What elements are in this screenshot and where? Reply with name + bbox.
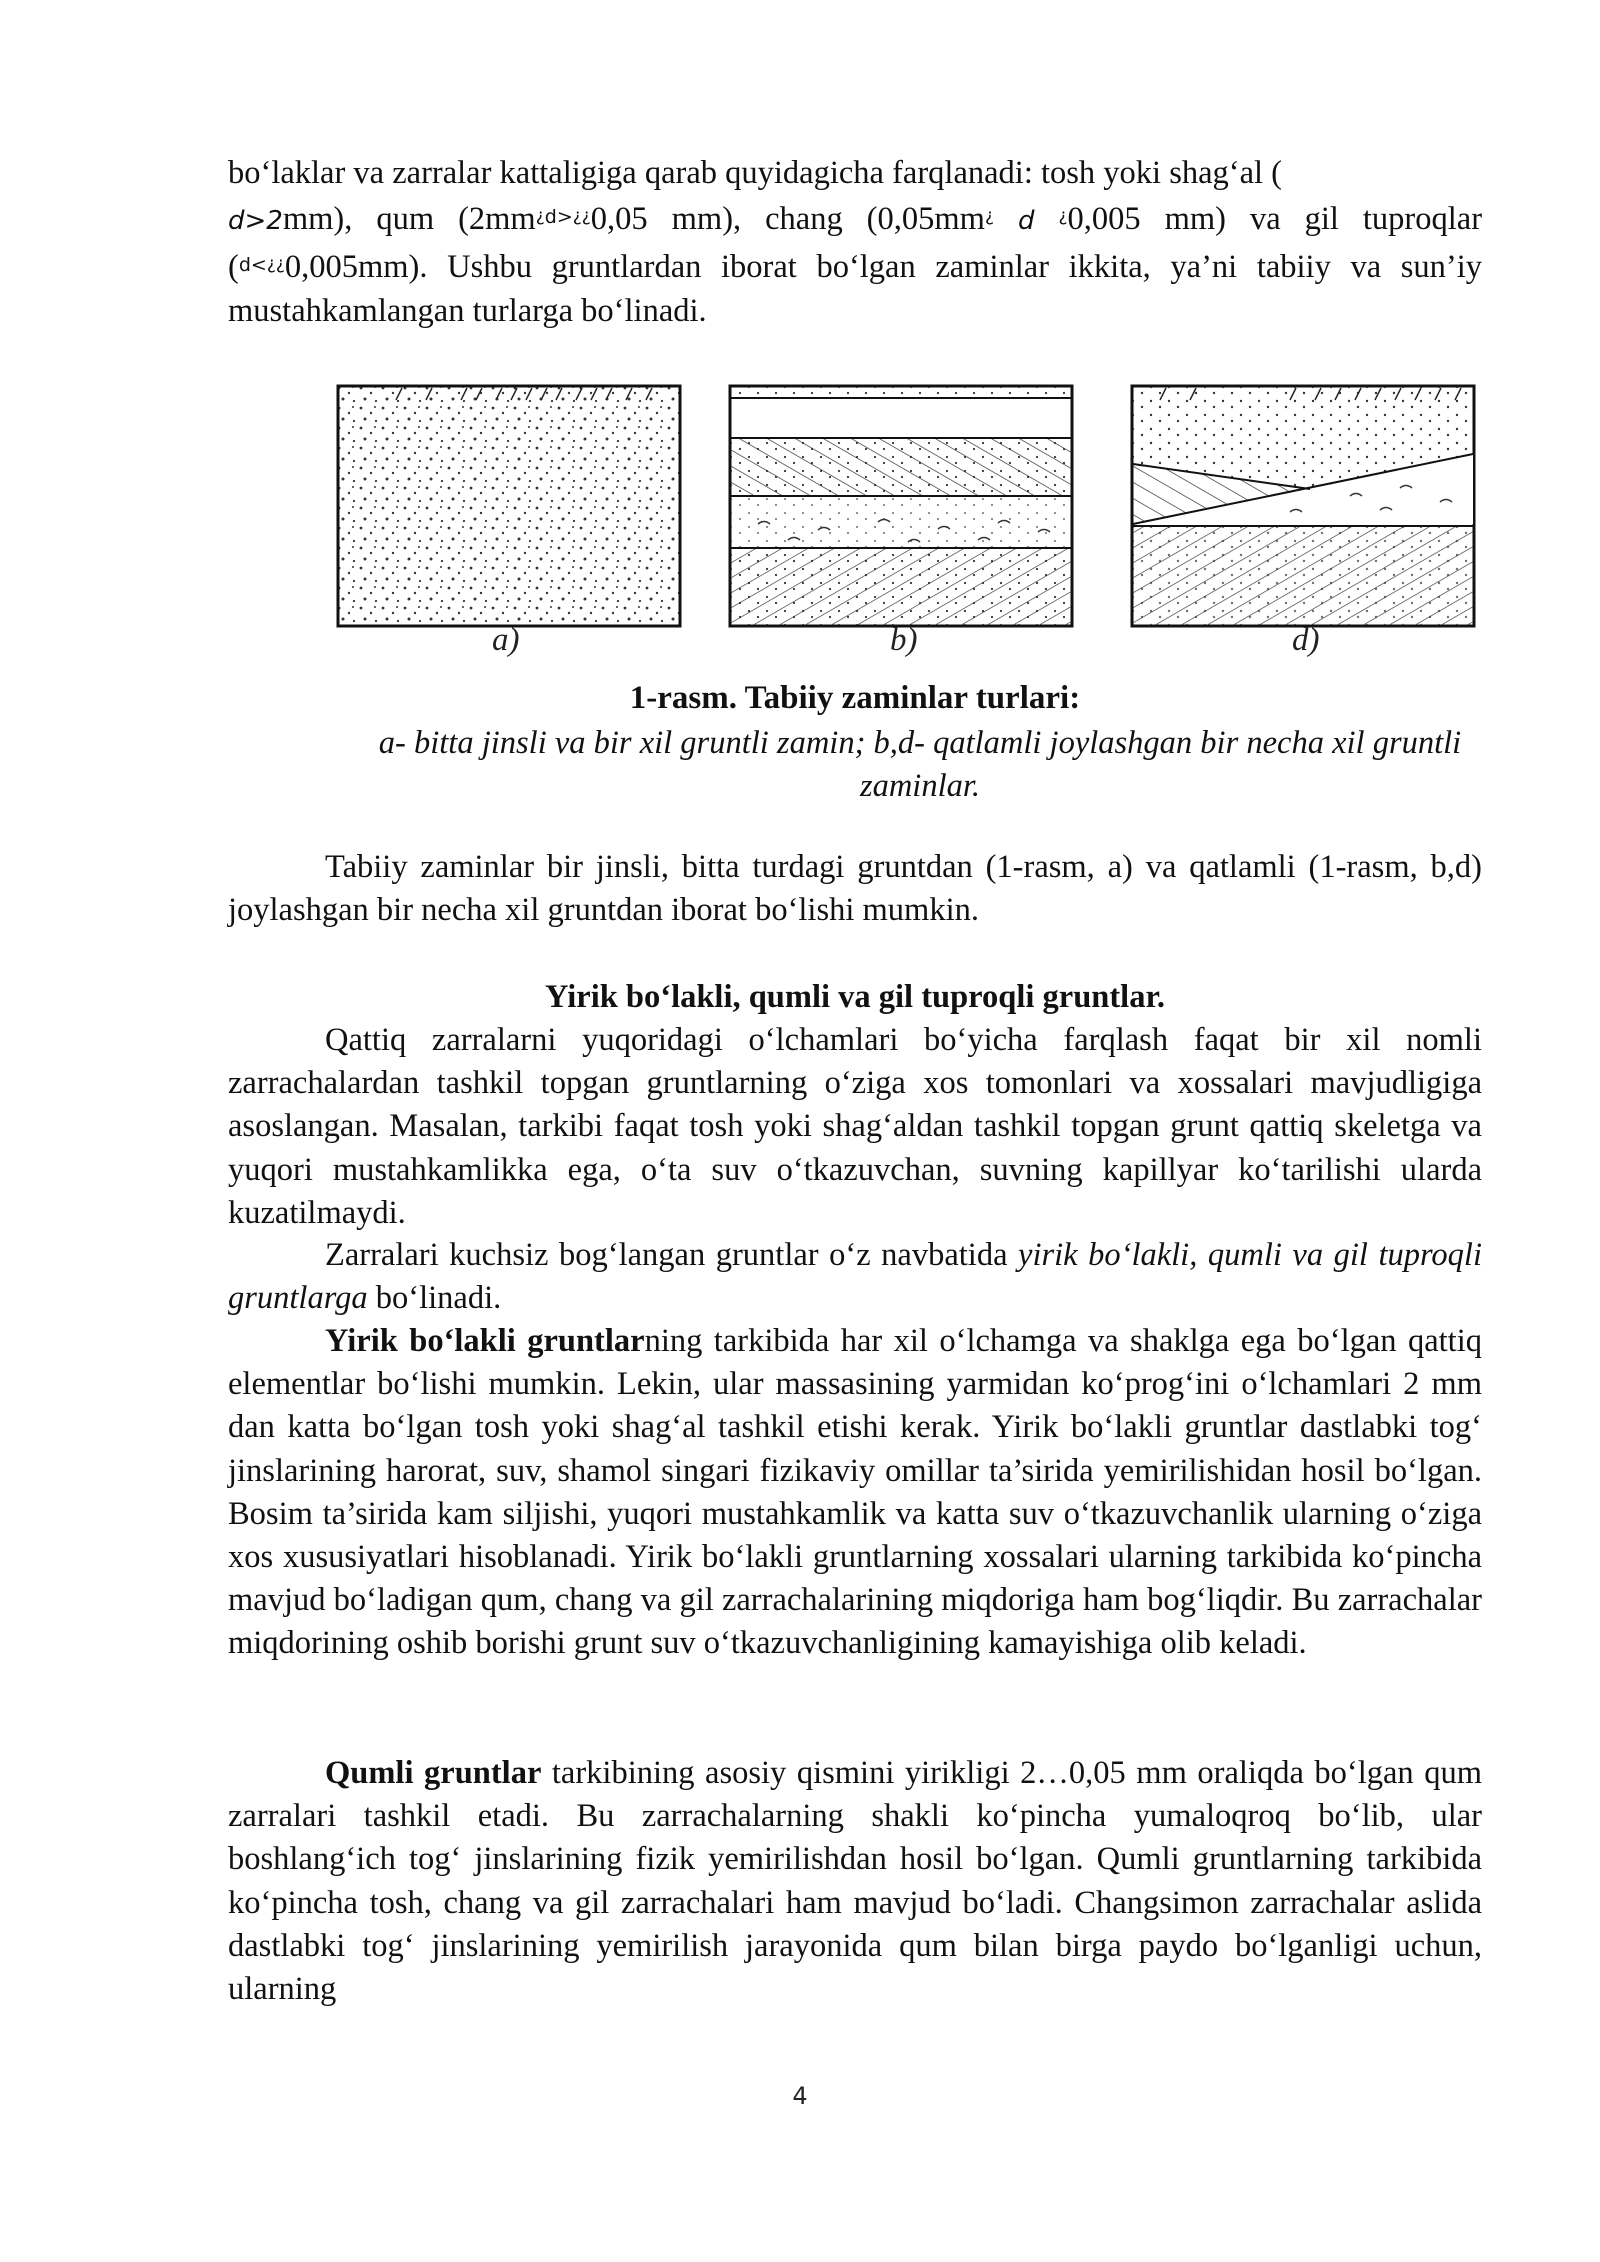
text-run: ning tarkibida har xil o‘lchamga va shaklga ega bo‘lgan qattiq elementlar bo‘lishi mumkin. Lekin, ular massasining yarmidan ko‘prog‘ini o‘lchamlari 2 mm dan katta bo‘lgan tosh yoki shag‘al tashkil etishi kerak. Yirik bo‘lakli gruntlar dastlabki tog‘ jinslarining harorat, suv, shamol singari fizikaviy omillar ta’sirida yemirilishidan hosil bo‘lgan. Bosim ta’sirida kam siljishi, yuqori mustahkamlik va katta suv o‘tkazuvchanlik ularning o‘ziga xos xususiyatlari hisoblanadi. Yirik bo‘lakli gruntlarning xossalari ularning tarkibida ko‘pincha mavjud bo‘ladigan qum, chang va gil zarrachalarining miqdoriga ham bog‘liqdir. Bu zarrachalar miqdorining oshib borishi grunt suv o‘tkazuvchanligining kamayishiga olib keladi. [228, 1323, 1482, 1662]
paragraph-coarse-soils [228, 1320, 1482, 1666]
math-gt2: >2 [244, 206, 283, 237]
paragraph-natural-foundations: Tabiiy zaminlar bir jinsli, bitta turdagi gruntdan (1-rasm, a) va qatlamli (1-rasm, b,d) joylashgan bir necha xil gruntdan iborat bo‘lishi mumkin. [228, 849, 1482, 929]
text-run: 0,005 mm) va gil tuproqlar ( [228, 201, 1483, 286]
text-run: bo‘laklar va zarralar kattaligiga qarab quyidagicha farqlanadi: tosh yoki shag‘al ( [228, 155, 1282, 191]
figure-caption-subtitle: a- bitta jinsli va bir xil gruntli zamin; b,d- qatlamli joylashgan bir necha xil gruntli zaminlar. [378, 725, 1462, 804]
bold-term: Yirik bo‘lakli gruntlar [325, 1323, 645, 1359]
paragraph-intro [228, 152, 1482, 333]
glyph-placeholder: ¿¿ [572, 206, 591, 227]
text-run: mm), qum (2mm [282, 201, 536, 238]
glyph-placeholder: ¿ [535, 206, 545, 227]
figure-label-b: b) [890, 622, 918, 658]
paragraph-particle-classification: Qattiq zarralarni yuqoridagi o‘lchamlari bo‘yicha farqlash faqat bir xil nomli zarrachalardan tashkil topgan gruntlarning o‘ziga xos tomonlari va xossalari mavjudligiga asoslangan. Masalan, tarkibi faqat tosh yoki shag‘aldan tashkil topgan grunt qattiq skeletga va yuqori mustahkamlikka ega, o‘ta suv o‘tkazuvchan, suvning kapillyar ko‘tarilishi ularda kuzatilmaydi. [228, 1022, 1482, 1231]
math-d: d [1017, 206, 1035, 237]
glyph-placeholder: ¿ [984, 206, 994, 227]
figure-label-d: d) [1292, 622, 1320, 658]
text-run: bo‘linadi. [367, 1280, 502, 1317]
section-heading: Yirik bo‘lakli, qumli va gil tuproqli gruntlar. [544, 979, 1166, 1015]
glyph-placeholder: ¿ [1058, 206, 1068, 227]
math-d: d [544, 206, 557, 229]
math-lt: < [250, 254, 267, 277]
bold-term: Qumli gruntlar [325, 1755, 542, 1791]
glyph-placeholder: ¿¿ [266, 254, 285, 275]
italic-term: yirik bo‘lakli, qumli va gil tuproqli gruntlarga [228, 1237, 1482, 1317]
math-d: d [238, 254, 251, 277]
page-number: 4 [792, 2082, 808, 2110]
paragraph-sandy-soils [228, 1752, 1482, 2011]
text-run: tarkibining asosiy qismini yirikligi 2…0,05 mm oraliqda bo‘lgan qum zarralari tashkil etadi. Bu zarrachalarning shakli ko‘pincha yumaloqroq bo‘lib, ular boshlang‘ich tog‘ jinslarining fizik yemirilishdan hosil bo‘lgan. Qumli gruntlarning tarkibida ko‘pincha tosh, chang va gil zarrachalari ham mavjud bo‘ladi. Changsimon zarrachalar aslida dastlabki tog‘ jinslarining yemirilish jarayonida qum bilan birga paydo bo‘lganligi uchun, ularning [228, 1755, 1482, 2008]
figure-d-lens-layered-soil [1130, 384, 1476, 628]
text-run: 0,05 mm), chang (0,05mm [590, 201, 985, 238]
paragraph-weakly-bonded [228, 1234, 1482, 1320]
figure-label-a: a) [492, 622, 520, 658]
text-run: 0,005mm). Ushbu gruntlardan iborat bo‘lgan zaminlar ikkita, ya’ni tabiiy va sun’iy mustahkamlangan turlarga bo‘linadi. [228, 249, 1482, 329]
math-gt: > [556, 206, 573, 229]
math-d: d [228, 206, 245, 237]
text-run: Zarralari kuchsiz bog‘langan gruntlar o‘z navbatida [325, 1237, 1019, 1273]
figure-caption-title: 1-rasm. Tabiiy zaminlar turlari: [629, 680, 1081, 716]
figure-b-layered-soil [728, 384, 1074, 628]
figure-a-homogeneous-soil [336, 384, 682, 628]
